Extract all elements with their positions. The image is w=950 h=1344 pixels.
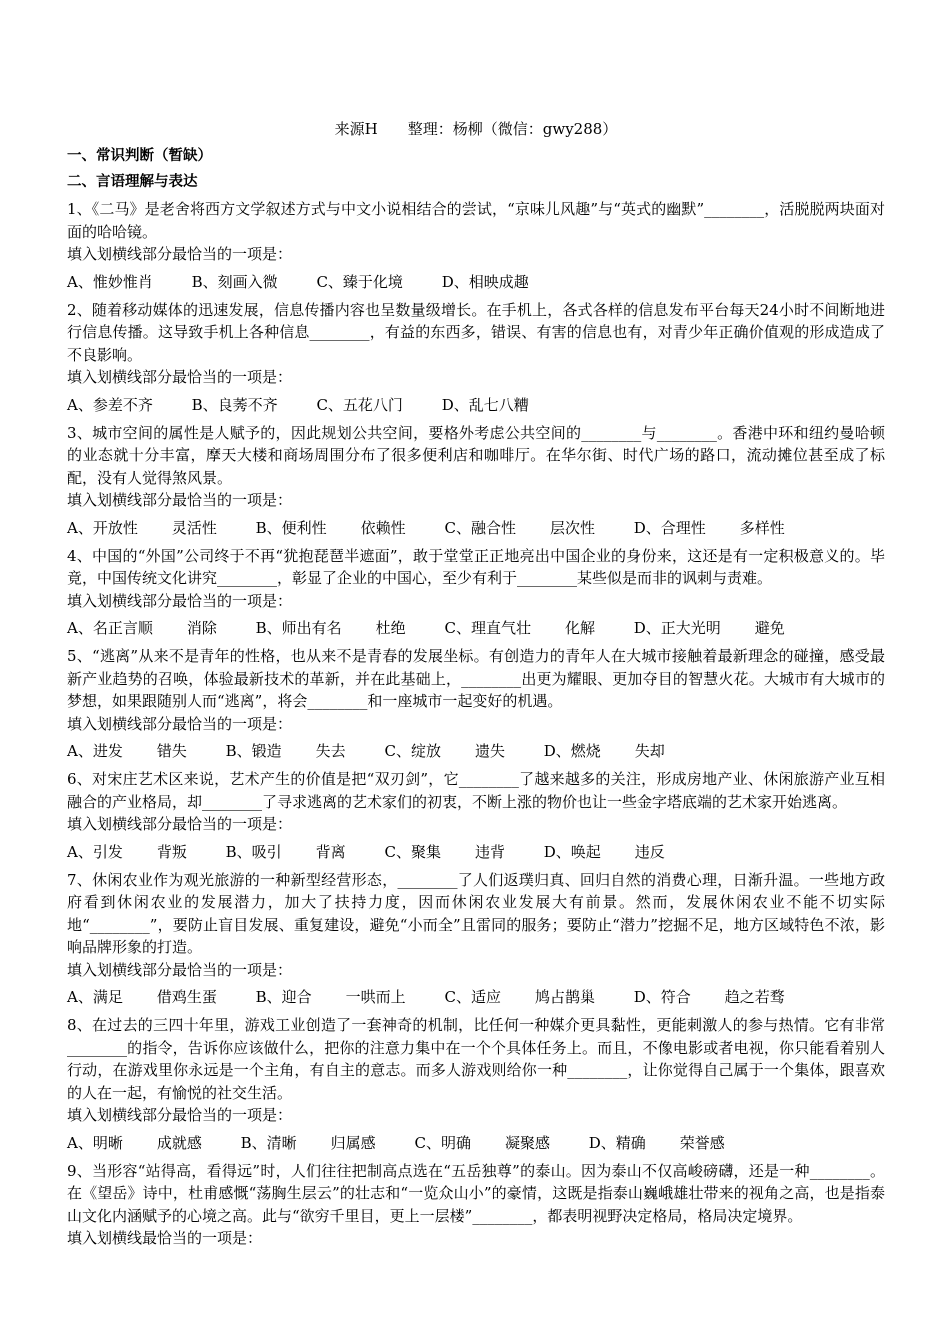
option-c-first: C、理直气壮	[444, 619, 531, 637]
option-c-second: 凝聚感	[504, 1133, 550, 1152]
option-b-first: B、吸引	[225, 842, 282, 861]
option-c	[444, 516, 595, 540]
question-prompt: 填入划横线部分最恰当的一项是：	[67, 714, 293, 733]
option-c	[444, 616, 595, 640]
option-c-first: C、融合性	[444, 518, 516, 537]
question-stem: 2、随着移动媒体的迅速发展，信息传播内容也呈数量级增长。在手机上，各式各样的信息发布平台每天24小时不间断地进行信息传播。这导致手机上各种信息________，有益的东西多，错误、有害的信息也有，对青少年正确价值观的形成造成了不良影响。	[67, 300, 885, 364]
option-a-second: 错失	[156, 742, 187, 760]
option-d-first: D、符合	[633, 988, 691, 1006]
option-b-first: B、迎合	[255, 988, 312, 1006]
option-b-second: 归属感	[330, 1133, 376, 1152]
options-row	[67, 985, 885, 1009]
question-stem: 5、“逃离”从来不是青年的性格，也从来不是青春的发展坐标。有创造力的青年人在大城市接触着最新理念的碰撞，感受最新产业趋势的召唤，体验最新技术的革新，并在此基础上，________出更为耀眼、更加夺目的智慧火花。大城市有大城市的梦想，如果跟随别人而“逃离”，将会________和一座城市一起变好的机遇。	[67, 647, 885, 710]
option-a: A、参差不齐	[67, 395, 153, 414]
option-a-first: A、引发	[67, 842, 123, 861]
options-row	[67, 1131, 885, 1155]
option-a-second: 背叛	[156, 842, 187, 861]
option-d-first: D、合理性	[633, 518, 706, 537]
question-prompt: 填入划横线部分最恰当的一项是：	[67, 245, 293, 263]
option-c: C、臻于化境	[316, 272, 403, 291]
question-4	[67, 545, 885, 641]
option-a	[67, 840, 187, 864]
option-a	[67, 516, 217, 540]
question-3	[67, 422, 885, 540]
option-a	[67, 739, 187, 763]
option-c-first: C、明确	[414, 1133, 471, 1152]
option-b-first: B、锻造	[225, 742, 282, 760]
option-a-second: 成就感	[156, 1133, 202, 1152]
option-b-second: 一哄而上	[345, 988, 406, 1006]
question-prompt: 填入划横线部分最恰当的一项是：	[67, 368, 293, 386]
options-row	[67, 270, 885, 294]
option-b-second: 杜绝	[375, 619, 406, 637]
question-9	[67, 1160, 885, 1250]
option-b-second: 依赖性	[360, 518, 406, 537]
question-stem: 3、城市空间的属性是人赋予的，因此规划公共空间，要格外考虑公共空间的________与________。香港中环和纽约曼哈顿的业态就十分丰富，摩天大楼和商场周围分布了很多便利店和咖啡厅。在华尔街、时代广场的路口，流动摊位甚至成了标配，没有人觉得煞风景。	[67, 423, 885, 487]
option-d-first: D、正大光明	[633, 619, 721, 637]
option-d	[544, 739, 665, 763]
question-prompt: 填入划横线部分最恰当的一项是：	[67, 815, 293, 833]
option-b-second: 背离	[315, 842, 346, 861]
option-a	[67, 985, 217, 1009]
question-stem: 6、对宋庄艺术区来说，艺术产生的价值是把“双刃剑”，它________了越来越多的关注，形成房地产业、休闲旅游产业互相融合的产业格局，却________了寻求逃离的艺术家们的初衷，不断上涨的物价也让一些金字塔底端的艺术家开始逃离。	[67, 770, 885, 811]
option-a-second: 借鸡生蛋	[156, 988, 217, 1006]
option-d	[634, 616, 785, 640]
option-c	[384, 739, 505, 763]
option-b: B、良莠不齐	[191, 395, 278, 414]
question-stem: 8、在过去的三四十年里，游戏工业创造了一套神奇的机制，比任何一种媒介更具黏性，更能刺激人的参与热情。它有非常________的指令，告诉你应该做什么，把你的注意力集中在一个个具体任务上。而且，不像电影或者电视，你只能看着别人行动，在游戏里你永远是一个主角，有自主的意志。而多人游戏则给你一种________，让你觉得自己属于一个集体，跟喜欢的人在一起，有愉悦的社交生活。	[67, 1016, 885, 1102]
option-d	[634, 516, 785, 540]
options-row	[67, 616, 885, 640]
option-b-second: 失去	[315, 742, 346, 760]
option-d	[544, 840, 665, 864]
options-row	[67, 840, 885, 864]
option-c-second: 层次性	[549, 518, 595, 537]
option-c: C、五花八门	[316, 395, 403, 414]
option-c-first: C、适应	[444, 988, 501, 1006]
option-a-second: 消除	[186, 619, 217, 637]
option-d	[589, 1131, 725, 1155]
option-d: D、乱七八糟	[441, 395, 529, 414]
section-heading-common-sense: 一、常识判断（暂缺）	[67, 148, 212, 164]
option-c-second: 违背	[474, 842, 505, 861]
question-8	[67, 1014, 885, 1155]
option-c	[444, 985, 595, 1009]
option-d-second: 荣誉感	[679, 1133, 725, 1152]
option-a	[67, 1131, 202, 1155]
options-row	[67, 516, 885, 540]
option-a-first: A、开放性	[67, 518, 138, 537]
option-b	[256, 616, 406, 640]
option-d-second: 违反	[634, 842, 665, 861]
option-c-first: C、绽放	[384, 742, 441, 760]
option-d-first: D、唤起	[543, 842, 601, 861]
option-d-second: 多样性	[739, 518, 785, 537]
option-c	[414, 1131, 550, 1155]
option-d-first: D、燃烧	[543, 742, 601, 760]
question-7	[67, 869, 885, 1010]
option-a: A、惟妙惟肖	[67, 272, 153, 291]
question-prompt: 填入划横线部分最恰当的一项是：	[67, 960, 293, 979]
option-b-first: B、清晰	[240, 1133, 297, 1152]
question-2	[67, 299, 885, 417]
options-row	[67, 393, 885, 417]
option-c-second: 遗失	[474, 742, 505, 760]
option-a-second: 灵活性	[171, 518, 217, 537]
option-c-second: 鸠占鹊巢	[534, 988, 595, 1006]
option-b	[226, 739, 346, 763]
question-prompt: 填入划横线部分最恰当的一项是：	[67, 1106, 293, 1124]
section-heading-verbal: 二、言语理解与表达	[67, 174, 198, 190]
option-b-first: B、便利性	[255, 518, 327, 537]
options-row	[67, 739, 885, 763]
option-c-second: 化解	[564, 619, 595, 637]
question-stem: 1、《二马》是老舍将西方文学叙述方式与中文小说相结合的尝试，“京味儿风趣”与“英式的幽默”________，活脱脱两块面对面的哈哈镜。	[67, 200, 885, 241]
option-b	[241, 1131, 376, 1155]
source-header: 来源H 整理：杨柳（微信：gwy288）	[334, 120, 618, 138]
option-c-first: C、聚集	[384, 842, 441, 861]
question-prompt: 填入划横线部分最恰当的一项是：	[67, 491, 293, 509]
option-b-first: B、师出有名	[255, 619, 342, 637]
question-prompt: 填入划横线部分最恰当的一项是：	[67, 591, 293, 610]
question-stem: 4、中国的“外国”公司终于不再“犹抱琵琶半遮面”，敢于堂堂正正地亮出中国企业的身份来，这还是有一定积极意义的。毕竟，中国传统文化讲究________，彰显了企业的中国心，至少有利于________某些似是而非的讽刺与责难。	[67, 546, 885, 587]
document-page	[67, 118, 885, 1254]
option-c	[384, 840, 505, 864]
option-b	[256, 516, 406, 540]
question-1	[67, 198, 885, 294]
question-prompt: 填入划横线最恰当的一项是：	[67, 1229, 263, 1247]
option-b: B、刻画入微	[191, 272, 278, 291]
option-a-first: A、进发	[67, 742, 123, 760]
question-stem: 7、休闲农业作为观光旅游的一种新型经营形态，________了人们返璞归真、回归自然的消费心理，日渐升温。一些地方政府看到休闲农业的发展潜力，加大了扶持力度，因而休闲农业发展大有前景。然而，发展休闲农业不能不切实际地“________”，要防止盲目发展、重复建设，避免“小而全”且雷同的服务；要防止“潜力”挖掘不足，地方区域特色不浓，影响品牌形象的打造。	[67, 870, 885, 956]
option-d: D、相映成趣	[441, 272, 529, 291]
option-b	[226, 840, 346, 864]
option-a-first: A、明晰	[67, 1133, 123, 1152]
option-b	[256, 985, 406, 1009]
option-d	[634, 985, 785, 1009]
option-a-first: A、满足	[67, 988, 123, 1006]
option-a	[67, 616, 217, 640]
question-6	[67, 768, 885, 864]
question-stem: 9、当形容“站得高，看得远”时，人们往往把制高点选在“五岳独尊”的泰山。因为泰山不仅高峻磅礴，还是一种________。在《望岳》诗中，杜甫感慨“荡胸生层云”的壮志和“一览众山小”的豪情，这既是指泰山巍峨雄壮带来的视角之高，也是指泰山文化内涵赋予的心境之高。此与“欲穷千里目，更上一层楼”________，都表明视野决定格局，格局决定境界。	[67, 1161, 885, 1225]
option-d-second: 失却	[634, 742, 665, 760]
option-d-second: 避免	[754, 619, 785, 637]
question-5	[67, 645, 885, 763]
option-a-first: A、名正言顺	[67, 619, 153, 637]
option-d-second: 趋之若骛	[724, 988, 785, 1006]
option-d-first: D、精确	[588, 1133, 646, 1152]
